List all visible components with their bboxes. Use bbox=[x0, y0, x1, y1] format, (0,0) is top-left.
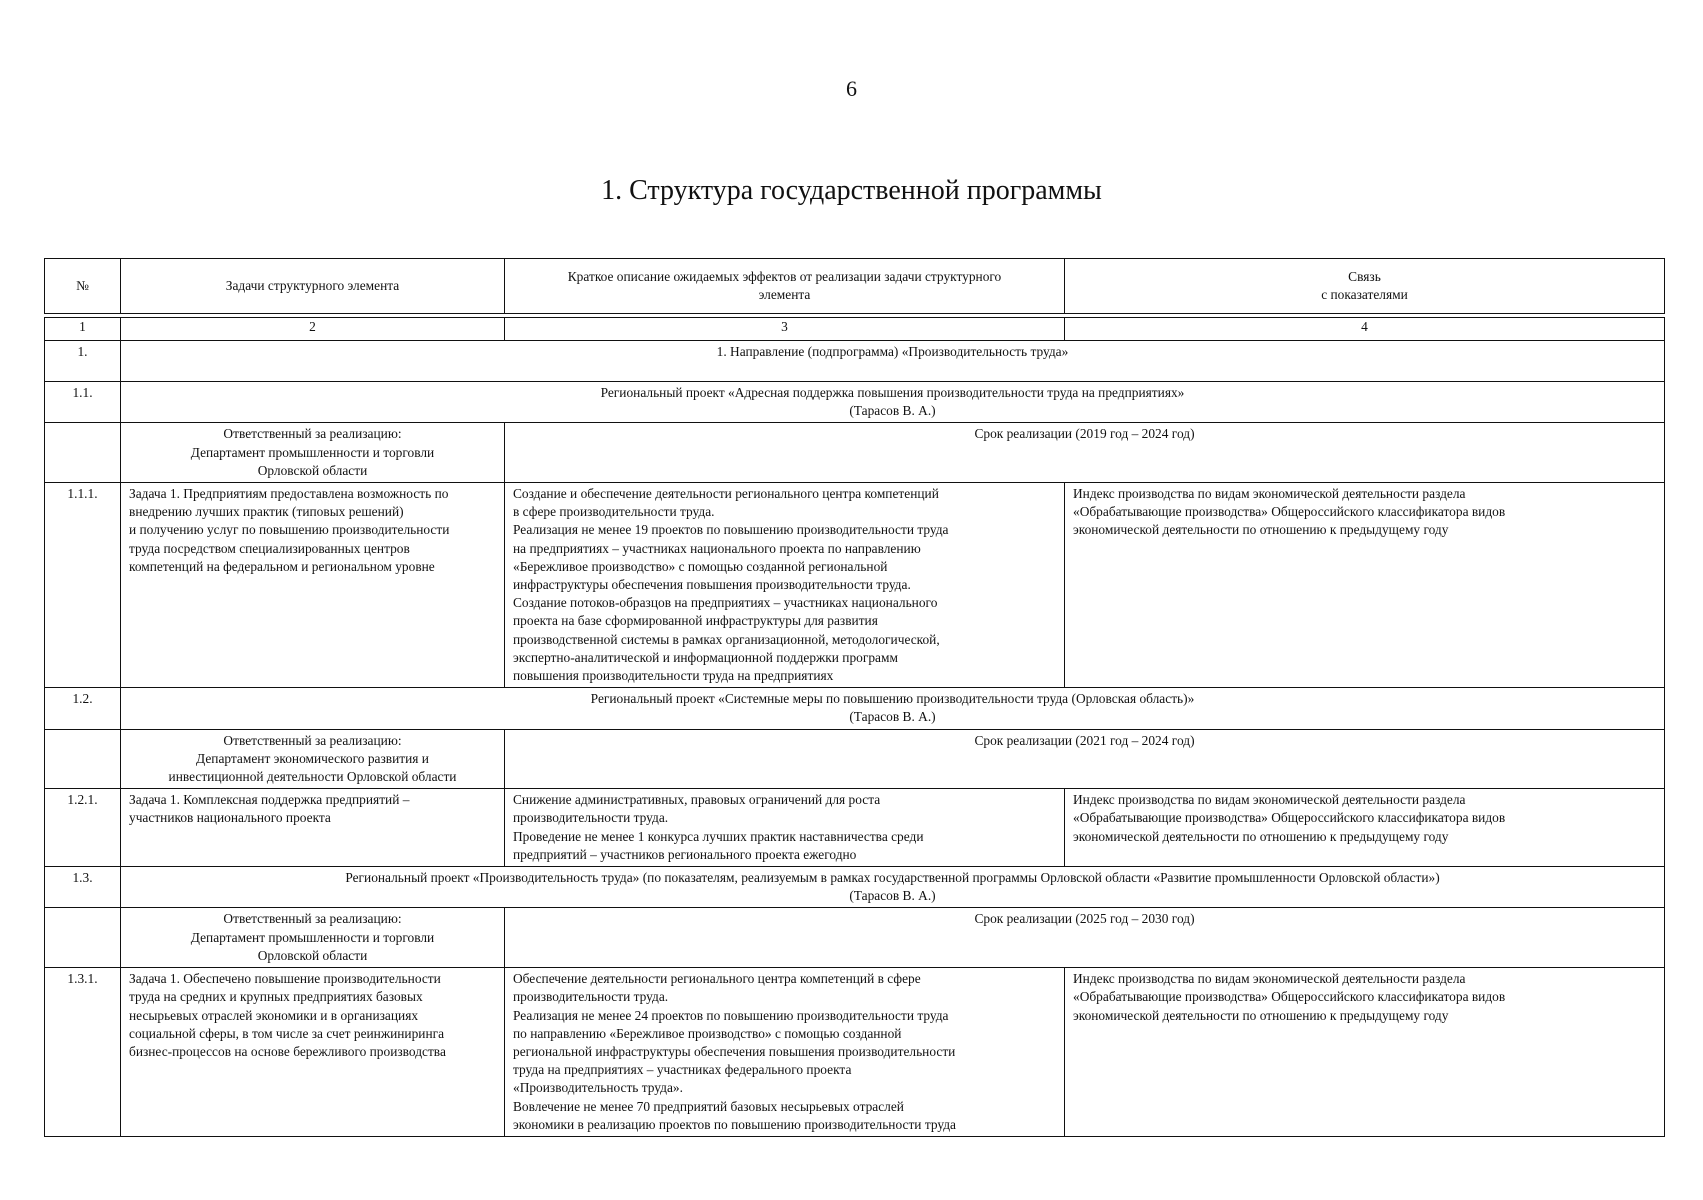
project-row bbox=[45, 867, 1665, 908]
responsible-row bbox=[45, 908, 1665, 968]
project-title bbox=[121, 867, 1665, 908]
responsible-line: Ответственный за реализацию: bbox=[223, 426, 402, 442]
project-title-line: (Тарасов В. А.) bbox=[849, 888, 936, 904]
task-line: участников национального проекта bbox=[129, 810, 331, 826]
effects-cell bbox=[505, 968, 1065, 1137]
indicator-line: экономической деятельности по отношению к предыдущему году bbox=[1073, 828, 1449, 844]
row-number: 1.2. bbox=[45, 688, 121, 729]
task-row bbox=[45, 483, 1665, 688]
term-cell: Срок реализации (2021 год – 2024 год) bbox=[505, 729, 1665, 789]
program-structure-table bbox=[44, 258, 1665, 1137]
responsible-line: Департамент промышленности и торговли bbox=[190, 929, 435, 945]
responsible-row bbox=[45, 729, 1665, 789]
project-title-line: Региональный проект «Адресная поддержка повышения производительности труда на предприятиях» bbox=[600, 385, 1185, 400]
task-line: труда на средних и крупных предприятиях базовых bbox=[129, 989, 423, 1005]
row-number: 1.3. bbox=[45, 867, 121, 908]
task-line: несырьевых отраслей экономики и в организациях bbox=[129, 1007, 419, 1023]
effects-line: «Бережливое производство» с помощью созданной региональной bbox=[513, 558, 888, 574]
header-tasks: Задачи структурного элемента bbox=[121, 259, 505, 314]
effects-line: проекта на базе сформированной инфраструктуры для развития bbox=[513, 613, 878, 629]
task-line: Задача 1. Предприятиям предоставлена возможность по bbox=[129, 486, 449, 502]
term-cell: Срок реализации (2025 год – 2030 год) bbox=[505, 908, 1665, 968]
responsible-line: Департамент экономического развития и bbox=[196, 750, 429, 766]
header-effects bbox=[505, 259, 1065, 314]
effects-line: Снижение административных, правовых ограничений для роста bbox=[513, 792, 881, 808]
page-number: 6 bbox=[846, 76, 857, 101]
effects-line: Вовлечение не менее 70 предприятий базовых несырьевых отраслей bbox=[513, 1098, 904, 1114]
row-number: 1.3.1. bbox=[45, 968, 121, 1137]
task-line: Задача 1. Обеспечено повышение производительности bbox=[129, 971, 441, 987]
effects-cell bbox=[505, 483, 1065, 688]
column-number: 4 bbox=[1065, 318, 1665, 341]
effects-line: Создание потоков-образцов на предприятиях – участниках национального bbox=[513, 595, 938, 611]
page-title: 1. Структура государственной программы bbox=[601, 175, 1102, 206]
effects-line: Проведение не менее 1 конкурса лучших практик наставничества среди bbox=[513, 828, 924, 844]
effects-line: в сфере производительности труда. bbox=[513, 504, 715, 520]
responsible-cell bbox=[121, 729, 505, 789]
column-number: 2 bbox=[121, 318, 505, 341]
effects-line: Реализация не менее 24 проектов по повышению производительности труда bbox=[513, 1007, 949, 1023]
effects-line: производительности труда. bbox=[513, 810, 669, 826]
row-number: 1. bbox=[45, 341, 121, 382]
effects-line: на предприятиях – участниках национального проекта по направлению bbox=[513, 540, 921, 556]
responsible-cell bbox=[121, 423, 505, 483]
project-title-line: Региональный проект «Системные меры по повышению производительности труда (Орловская область)» bbox=[590, 691, 1195, 707]
effects-line: экономики в реализацию проектов по повышению производительности труда bbox=[513, 1116, 956, 1132]
effects-line: повышения производительности труда на предприятиях bbox=[513, 668, 834, 684]
row-number: 1.2.1. bbox=[45, 789, 121, 867]
column-number: 3 bbox=[505, 318, 1065, 341]
responsible-row bbox=[45, 423, 1665, 483]
task-row bbox=[45, 789, 1665, 867]
project-row bbox=[45, 382, 1665, 423]
effects-line: Создание и обеспечение деятельности регионального центра компетенций bbox=[513, 486, 939, 502]
header-line: Краткое описание ожидаемых эффектов от реализации задачи структурного bbox=[567, 268, 1002, 284]
responsible-line: Ответственный за реализацию: bbox=[223, 732, 402, 748]
row-number: 1.1. bbox=[45, 382, 121, 423]
task-cell bbox=[121, 789, 505, 867]
responsible-line: Орловской области bbox=[257, 947, 368, 963]
header-line: элемента bbox=[758, 287, 811, 302]
project-title bbox=[121, 382, 1665, 423]
project-title-line: (Тарасов В. А.) bbox=[849, 403, 936, 419]
effects-line: экспертно-аналитической и информационной поддержки программ bbox=[513, 649, 898, 665]
effects-cell bbox=[505, 789, 1065, 867]
indicator-line: экономической деятельности по отношению к предыдущему году bbox=[1073, 1007, 1449, 1023]
effects-line: предприятий – участников регионального проекта ежегодно bbox=[513, 846, 857, 862]
responsible-line: Орловской области bbox=[257, 462, 368, 478]
indicator-line: Индекс производства по видам экономической деятельности раздела bbox=[1073, 792, 1466, 808]
task-line: Задача 1. Комплексная поддержка предприятий – bbox=[129, 792, 410, 808]
project-row bbox=[45, 688, 1665, 729]
term-cell: Срок реализации (2019 год – 2024 год) bbox=[505, 423, 1665, 483]
responsible-cell bbox=[121, 908, 505, 968]
project-title-line: Региональный проект «Производительность труда» (по показателям, реализуемым в рамках государственной программы Орловской области «Развитие промышленности Орловской области») bbox=[345, 870, 1440, 886]
indicator-cell bbox=[1065, 789, 1665, 867]
table-header-row bbox=[45, 259, 1665, 314]
effects-line: труда на предприятиях – участниках федерального проекта bbox=[513, 1062, 852, 1078]
project-title-line: (Тарасов В. А.) bbox=[849, 709, 936, 725]
indicator-line: «Обрабатывающие производства» Общероссийского классификатора видов bbox=[1073, 504, 1506, 520]
row-number: 1.1.1. bbox=[45, 483, 121, 688]
task-cell bbox=[121, 968, 505, 1137]
direction-title: 1. Направление (подпрограмма) «Производительность труда» bbox=[121, 341, 1665, 382]
column-number: 1 bbox=[45, 318, 121, 341]
project-title bbox=[121, 688, 1665, 729]
task-line: труда посредством специализированных центров bbox=[129, 540, 410, 556]
effects-line: по направлению «Бережливое производство» с помощью созданной bbox=[513, 1025, 902, 1041]
task-line: бизнес-процессов на основе бережливого производства bbox=[129, 1043, 446, 1059]
header-line: Связь bbox=[1348, 268, 1381, 284]
direction-row bbox=[45, 341, 1665, 382]
responsible-line: Ответственный за реализацию: bbox=[223, 911, 402, 927]
task-line: компетенций на федеральном и региональном уровне bbox=[129, 558, 435, 574]
task-line: внедрению лучших практик (типовых решений) bbox=[129, 504, 404, 520]
task-line: социальной сферы, в том числе за счет реинжиниринга bbox=[129, 1025, 445, 1041]
header-line: с показателями bbox=[1321, 287, 1408, 302]
effects-line: инфраструктуры обеспечения повышения производительности труда. bbox=[513, 577, 911, 593]
indicator-line: «Обрабатывающие производства» Общероссийского классификатора видов bbox=[1073, 810, 1506, 826]
effects-line: производственной системы в рамках организационной, методологической, bbox=[513, 631, 940, 647]
effects-line: производительности труда. bbox=[513, 989, 669, 1005]
task-line: и получению услуг по повышению производительности bbox=[129, 522, 450, 538]
effects-line: Реализация не менее 19 проектов по повышению производительности труда bbox=[513, 522, 949, 538]
indicator-line: экономической деятельности по отношению к предыдущему году bbox=[1073, 522, 1449, 538]
responsible-line: Департамент промышленности и торговли bbox=[190, 444, 435, 460]
header-indicators bbox=[1065, 259, 1665, 314]
task-cell bbox=[121, 483, 505, 688]
indicator-line: «Обрабатывающие производства» Общероссийского классификатора видов bbox=[1073, 989, 1506, 1005]
task-row bbox=[45, 968, 1665, 1137]
indicator-line: Индекс производства по видам экономической деятельности раздела bbox=[1073, 486, 1466, 502]
effects-line: региональной инфраструктуры обеспечения повышения производительности bbox=[513, 1043, 956, 1059]
column-numbers-row bbox=[45, 318, 1665, 341]
indicator-cell bbox=[1065, 968, 1665, 1137]
indicator-line: Индекс производства по видам экономической деятельности раздела bbox=[1073, 971, 1466, 987]
header-number: № bbox=[45, 259, 121, 314]
effects-line: Обеспечение деятельности регионального центра компетенций в сфере bbox=[513, 971, 921, 987]
responsible-line: инвестиционной деятельности Орловской области bbox=[168, 769, 457, 785]
effects-line: «Производительность труда». bbox=[513, 1080, 683, 1096]
indicator-cell bbox=[1065, 483, 1665, 688]
